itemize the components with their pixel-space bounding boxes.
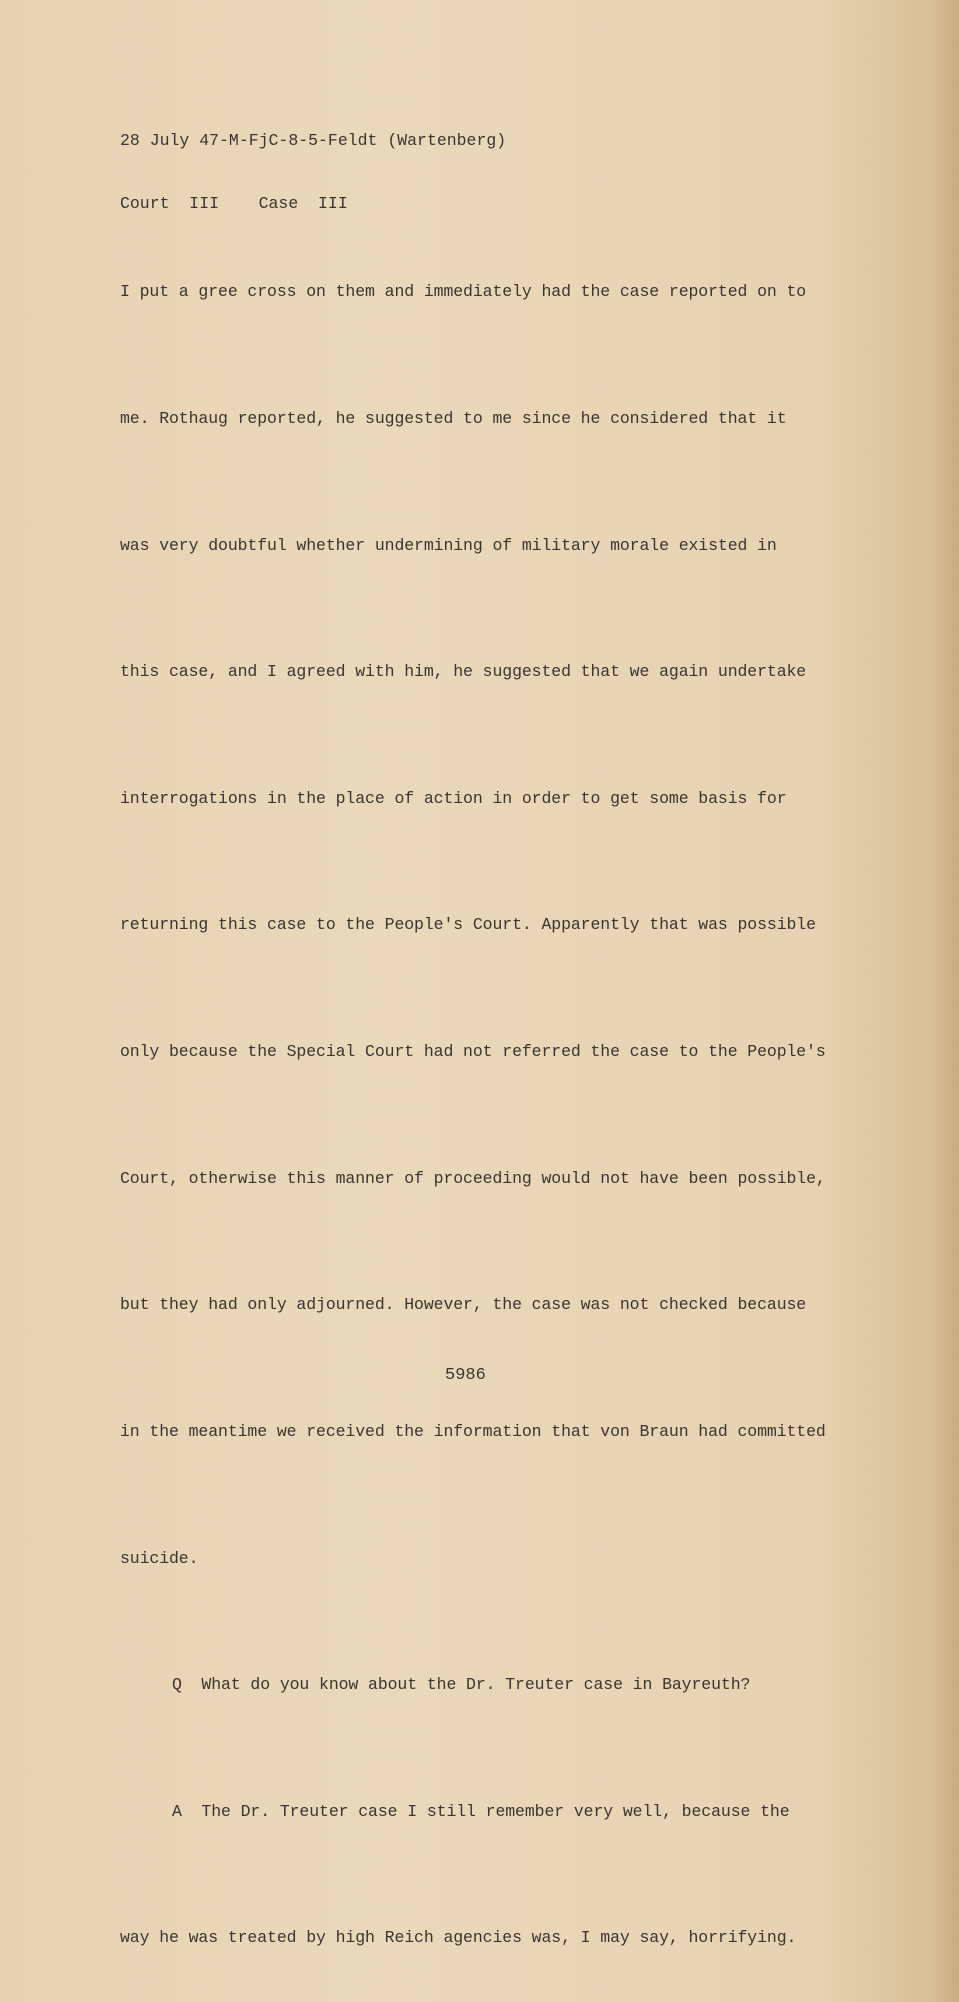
text-line: this case, and I agreed with him, he suggested that we again undertake	[120, 662, 807, 682]
text-line: in the meantime we received the information that von Braun had committed	[120, 1421, 826, 1441]
text-line: returning this case to the People's Court. Apparently that was possible	[120, 915, 816, 935]
transcript-body	[120, 187, 826, 2002]
header-reference: 28 July 47-M-FjC-8-5-Feldt (Wartenberg)	[120, 131, 507, 150]
text-line: suicide.	[120, 1548, 199, 1568]
text-line: only because the Special Court had not referred the case to the People's	[120, 1042, 826, 1062]
text-line: way he was treated by high Reich agencies was, I may say, horrifying.	[120, 1928, 797, 1948]
text-line: I put a gree cross on them and immediately had the case reported on to	[120, 282, 807, 302]
question-line: Q What do you know about the Dr. Treuter case in Bayreuth?	[172, 1675, 751, 1695]
page-number: 5986	[445, 1366, 486, 1385]
text-line: me. Rothaug reported, he suggested to me since he considered that it	[120, 409, 787, 429]
text-line: interrogations in the place of action in order to get some basis for	[120, 788, 787, 808]
text-line: Court, otherwise this manner of proceeding would not have been possible,	[120, 1168, 826, 1188]
answer-line: A The Dr. Treuter case I still remember very well, because the	[172, 1801, 790, 1821]
header-court-case: Court III Case III	[120, 194, 348, 213]
text-line: was very doubtful whether undermining of military morale existed in	[120, 535, 777, 555]
text-line: but they had only adjourned. However, the case was not checked because	[120, 1295, 807, 1315]
